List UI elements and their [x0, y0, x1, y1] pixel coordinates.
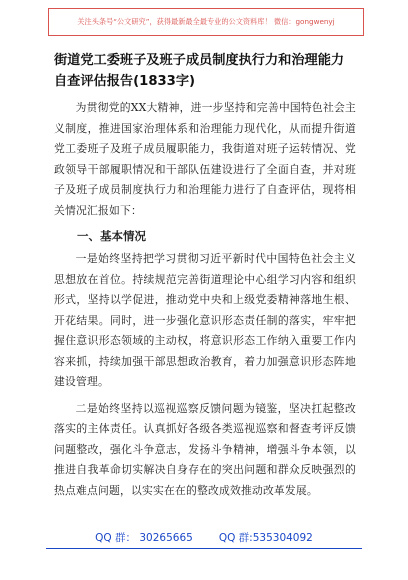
body-paragraph-1: 一是始终坚持把学习贯彻习近平新时代中国特色社会主义思想放在首位。持续规范完善街道理论中心组学习内容和组织形式，坚持以学促进，推动党中央和上级党委精神落地生根、开花结果。同时，进一步强化意识形态责任制的落实，牢牢把握住意识形态领域的主动权，将意识形态工作纳入重要工作内容来抓，持续加强干部思想政治教育，着力加强意识形态阵地建设管理。	[54, 252, 356, 388]
footer-qq-group-1: QQ 群： 30265665	[95, 532, 193, 544]
header-banner	[48, 8, 364, 36]
document-title: 街道党工委班子及班子成员制度执行力和治理能力自查评估报告(1833字)	[54, 53, 345, 89]
body-paragraph-2: 二是始终坚持以巡视巡察反馈问题为镜鉴，坚决扛起整改落实的主体责任。认真抓好各级各类巡视巡察和督查考评反馈问题整改，强化斗争意志，发扬斗争精神，增强斗争本领，以推进自我革命切实解决自身存在的突出问题和群众反映强烈的热点难点问题，以实实在在的整改成效推动改革发展。	[54, 401, 356, 497]
document-body	[54, 50, 356, 501]
section-heading: 一、基本情况	[77, 229, 146, 243]
footer-divider	[46, 548, 362, 549]
footer	[0, 530, 408, 545]
footer-qq-group-2: QQ 群:535304092	[218, 532, 313, 544]
header-notice: 关注头条号“公文研究”，获得最新最全最专业的公文资料库！ 微信：gongwenyj	[77, 17, 335, 26]
intro-paragraph: 为贯彻党的XX大精神，进一步坚持和完善中国特色社会主义制度，推进国家治理体系和治理能力现代化，从而提升街道党工委班子及班子成员履职能力，我街道对班子运转情况、党政领导干部履职情况和干部队伍建设进行了全面自查，并对班子及班子成员制度执行力和治理能力进行了自查评估，现将相关情况汇报如下：	[54, 101, 356, 217]
